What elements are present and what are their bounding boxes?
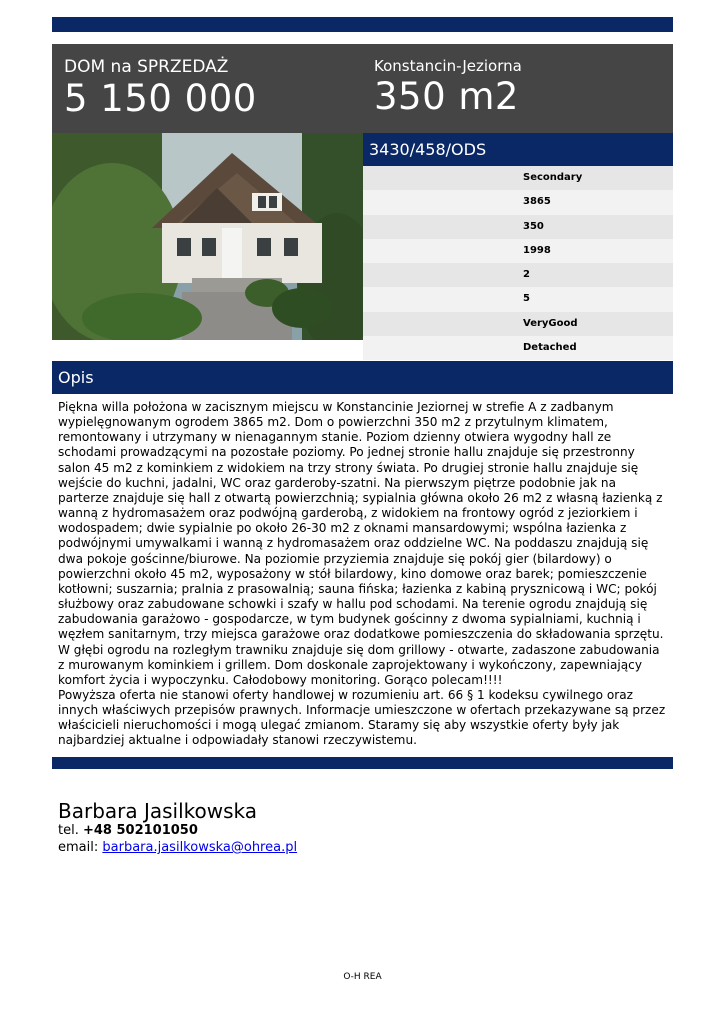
agent-name: Barbara Jasilkowska xyxy=(58,799,258,823)
top-accent-bar xyxy=(52,17,673,32)
specs-table xyxy=(363,166,673,360)
agent-contact xyxy=(58,800,297,856)
spec-market: Secondary xyxy=(363,166,673,190)
email-label: email: xyxy=(58,840,99,855)
property-photo xyxy=(52,133,363,340)
property-location: Konstancin-Jeziorna xyxy=(374,57,522,75)
property-type: DOM na SPRZEDAŻ xyxy=(64,57,229,77)
listing-header xyxy=(52,44,673,133)
spec-year-built: 1998 xyxy=(363,239,673,263)
property-area: 350 m2 xyxy=(374,75,519,118)
agent-email-line xyxy=(58,839,297,856)
description-text: Piękna willa położona w zacisznym miejscu w Konstancinie Jeziornej w strefie A z zadbanym wypielęgnowanym ogrodem 3865 m2. Dom o powierzchni 350 m2 z przytulnym klimatem, remontowany i utrzymany w nienagannym stanie. Poziom dzienny otwiera wygodny hall ze schodami prowadzącymi na pozostałe poziomy. Po jednej stronie hallu znajduje się przestronny salon 45 m2 z kominkiem z widokiem na trzy strony świata. Po drugiej stronie hallu znajduje się wejście do kuchni, jadalni, WC oraz garderoby-szatni. Na pierwszym piętrze podobnie jak na parterze znajduje się hall z otwartą powierzchnią; sypialnia główna około 26 m2 z własną łazienką z wanną z hydromasażem oraz podwójną garderobą, z widokiem na frontowy ogród z jeziorkiem i wodospadem; dwie sypialnie po około 26-30 m2 z oknami mansardowymi; wspólna łazienka z podwójnymi umywalkami i wanną z hydromasażem oraz oddzielne WC. Na poddaszu znajdują się dwa pokoje gościnne/biurowe. Na poziomie przyziemia znajduje się pokój gier (bilardowy) o powierzchni około 45 m2, wyposażony w stół bilardowy, kino domowe oraz barek; pomieszczenie kotłowni; suszarnia; pralnia z prasowalnią; sauna fińska; łazienka z kabiną prysznicową i WC; pokój służbowy oraz zabudowane schowki i szafy w hallu pod schodami. Na terenie ogrodu znajdują się zabudowania garażowo - gospodarcze, w tym budynek gościnny z dwoma sypialniami, kuchnią i węzłem sanitarnym, trzy miejsca garażowe oraz dodatkowe pomieszczenia do składowania sprzętu. W głębi ogrodu na rozległym trawniku znajduje się dom grillowy - otwarte, zadaszone zabudowania z murowanym kominkiem i grillem. Dom doskonale zaprojektowany i wykończony, zapewniający komfort życia i wypoczynku. Całodobowy monitoring. Gorąco polecam!!!! xyxy=(58,400,664,687)
description-body xyxy=(58,400,666,749)
bottom-accent-bar xyxy=(52,757,673,769)
reference-number: 3430/458/ODS xyxy=(363,133,673,166)
footer-brand: O-H REA xyxy=(343,972,382,982)
spec-living-area: 350 xyxy=(363,215,673,239)
spec-plot-area: 3865 xyxy=(363,190,673,214)
header-left xyxy=(64,56,257,120)
header-right xyxy=(374,56,522,118)
spec-rooms: 5 xyxy=(363,287,673,311)
phone-label: tel. xyxy=(58,823,79,838)
spec-building-type: Detached xyxy=(363,336,673,360)
disclaimer-text: Powyższa oferta nie stanowi oferty handlowej w rozumieniu art. 66 § 1 kodeksu cywilnego oraz innych właściwych przepisów prawnych. Informacje umieszczone w ofertach przekazywane są przez właścicieli nieruchomości i mogą ulegać zmianom. Staramy się aby wszystkie oferty były jak najbardziej aktualne i odpowiadały stanowi rzeczywistemu. xyxy=(58,687,666,748)
phone-number: +48 502101050 xyxy=(82,823,198,838)
spec-condition: VeryGood xyxy=(363,312,673,336)
property-price: 5 150 000 xyxy=(64,77,257,120)
agent-phone-line xyxy=(58,822,297,839)
email-link[interactable]: barbara.jasilkowska@ohrea.pl xyxy=(102,840,298,855)
spec-floors: 2 xyxy=(363,263,673,287)
description-heading: Opis xyxy=(52,361,673,394)
